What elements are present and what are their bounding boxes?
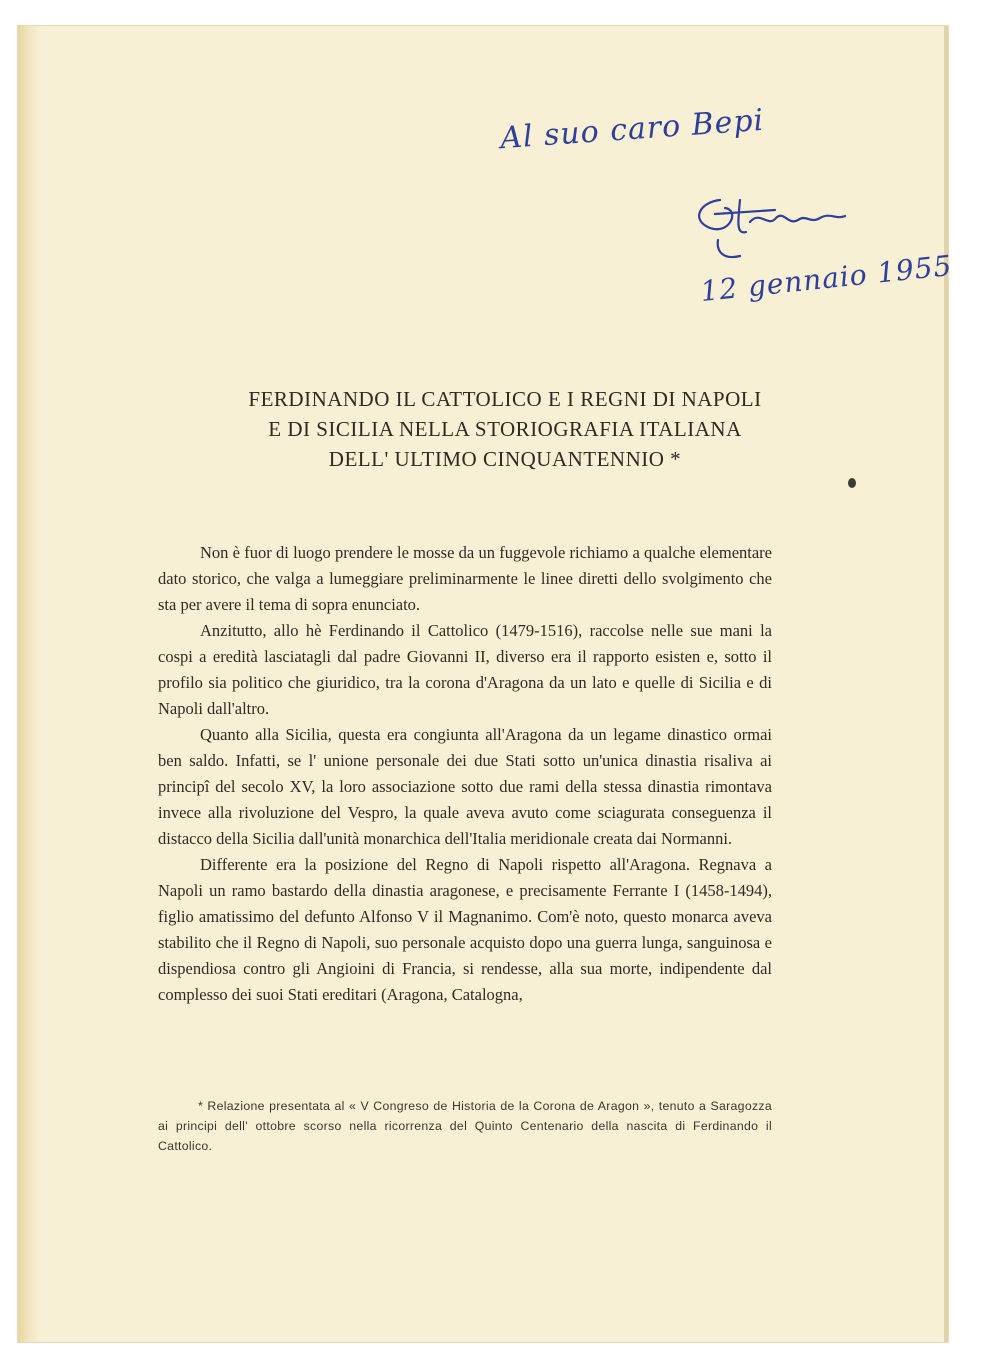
ink-speck xyxy=(848,478,856,488)
title-line-3: DELL' ULTIMO CINQUANTENNIO * xyxy=(328,447,682,471)
footnote-text: * Relazione presentata al « V Congreso de Historia de la Corona de Aragon », tenuto a Saragozza ai principi dell' ottobre scorso nella ricorrenza del Quinto Centenario della nascita di Ferdinando il Cattolico. xyxy=(158,1099,772,1153)
handwritten-signature xyxy=(680,180,860,270)
paragraph-4: Differente era la posizione del Regno di Napoli rispetto all'Aragona. Regnava a Napoli un ramo bastardo della dinastia aragonese, e precisamente Ferrante I (1458-1494), figlio amatissimo del defunto Alfonso V il Magnanimo. Com'è noto, questo monarca aveva stabilito che il Regno di Napoli, suo personale acquisto dopo una guerra lunga, sanguinosa e dispendiosa contro gli Angioini di Francia, si rendesse, alla sua morte, indipendente dal complesso dei suoi Stati ereditari (Aragona, Catalogna, xyxy=(158,855,772,1004)
page-edge-left xyxy=(18,26,40,1342)
title-line-2: E DI SICILIA NELLA STORIOGRAFIA ITALIANA xyxy=(268,417,742,441)
handwritten-date: 12 gennaio 1955 xyxy=(698,248,954,309)
paragraph-1: Non è fuor di luogo prendere le mosse da un fuggevole richiamo a qualche elementare dato storico, che valga a lumeggiare preliminarmente le linee diretti dello svolgimento che sta per avere il tema di sopra enunciato. xyxy=(158,543,772,614)
title-line-1: FERDINANDO IL CATTOLICO E I REGNI DI NAPOLI xyxy=(248,387,762,411)
page-edge-right xyxy=(944,26,948,1342)
paragraph-3: Quanto alla Sicilia, questa era congiunta all'Aragona da un legame dinastico ormai ben saldo. Infatti, se l' unione personale dei due Stati sotto un'unica dinastia risaliva ai principî del secolo XV, la loro associazione sotto due rami della stessa dinastia rimontava invece alla rivoluzione del Vespro, la quale aveva avuto come sciagurata conseguenza il distacco della Sicilia dall'unità monarchica dell'Italia meridionale creata dai Normanni. xyxy=(158,725,772,848)
footnote xyxy=(158,1096,772,1156)
document-title xyxy=(140,384,870,474)
body-text xyxy=(158,540,772,1008)
paragraph-2: Anzitutto, allo hè Ferdinando il Cattolico (1479-1516), raccolse nelle sue mani la cospi a eredità lasciatagli dal padre Giovanni II, diverso era il rapporto esisten e, sotto il profilo sia politico che giuridico, tra la corona d'Aragona da un lato e quelle di Sicilia e di Napoli dall'altro. xyxy=(158,621,772,718)
handwritten-dedication: Al suo caro Bepi xyxy=(499,102,766,157)
